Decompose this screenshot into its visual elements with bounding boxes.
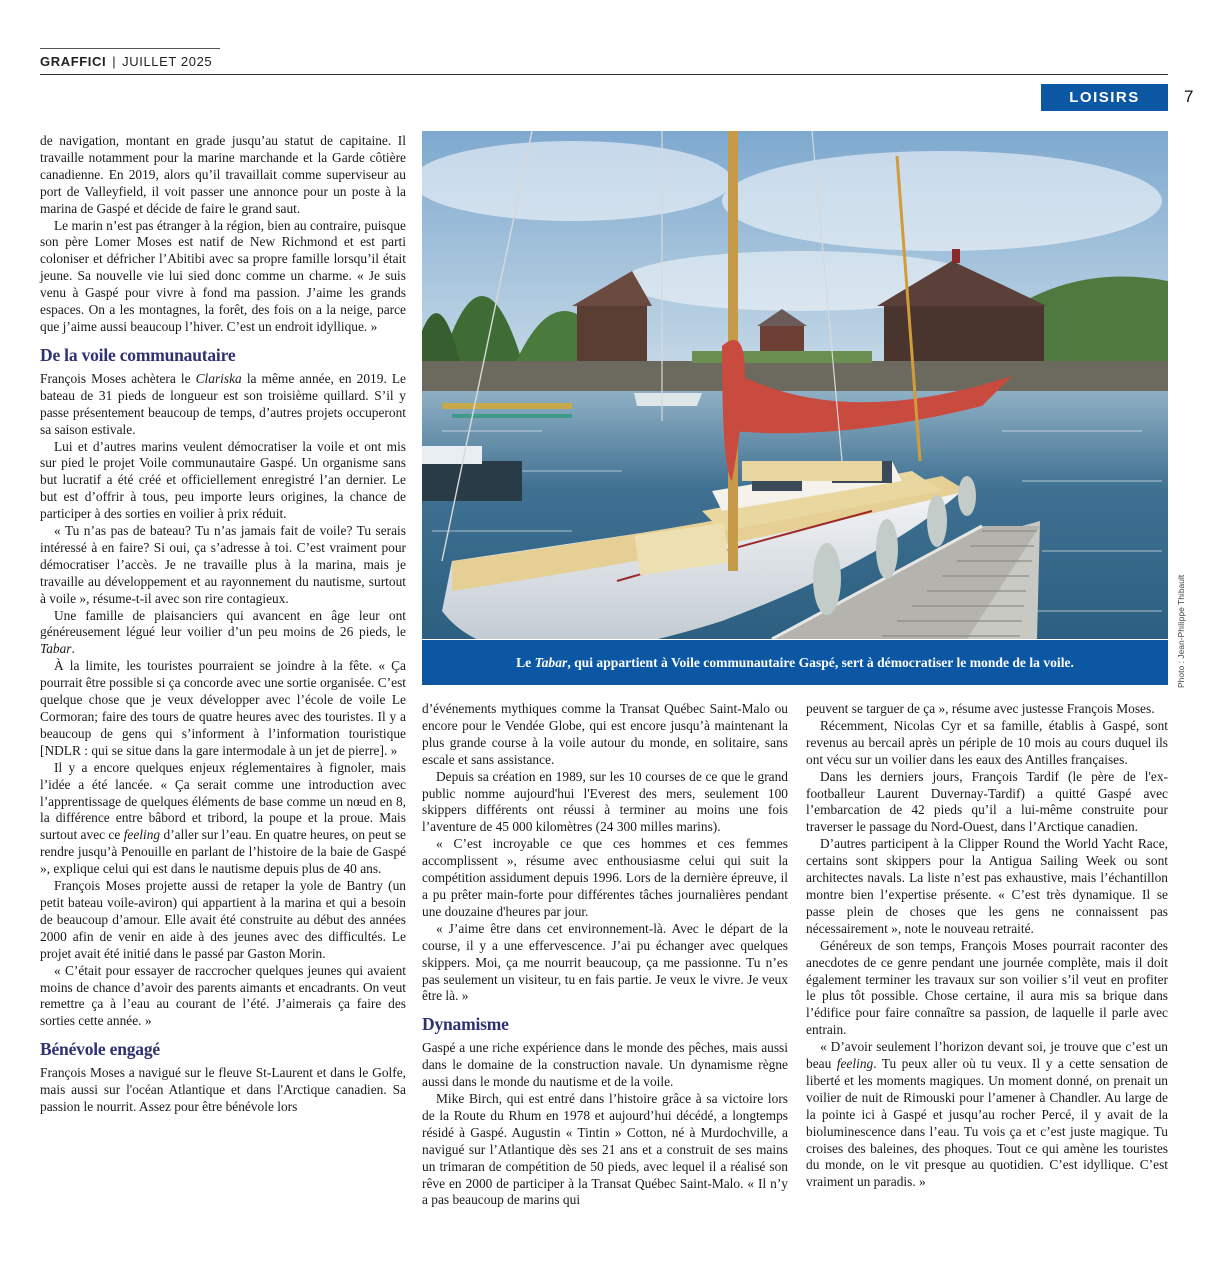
masthead-top-rule xyxy=(40,48,220,49)
paragraph xyxy=(40,371,406,439)
paragraph: Lui et d’autres marins veulent démocratiser la voile et ont mis sur pied le projet Voile communautaire Gaspé. Un organisme sans but lucratif a été créé et officiellement enregistré l’an dernier. Le but est d’offrir à tous, peu importe leurs origines, la chance de participer à des sorties en voilier à prix réduit. xyxy=(40,438,406,522)
paragraph: de navigation, montant en grade jusqu’au statut de capitaine. Il travaille notamment pour la marine marchande et la Garde côtière canadienne. En 2019, alors qu’il travaillait comme superviseur au port de Valleyfield, il voit passer une annonce pour un poste à la marina de Gaspé et décide de faire le grand saut. xyxy=(40,133,406,216)
paragraph xyxy=(806,1039,1168,1191)
paragraph: « C’était pour essayer de raccrocher quelques jeunes qui avaient moins de chance d’avoir des parents aimants et encadrants. On veut remettre ça à l’eau au courant de l’été. J’aimerais ça faire des sorties cette année. » xyxy=(40,962,406,1029)
paragraph: Le marin n’est pas étranger à la région, bien au contraire, puisque son père Lomer Moses est natif de New Richmond et est parti coloniser et défricher l’Abitibi avec sa propre famille lorsqu’il était jeune. Sa nouvelle vie lui sied donc comme un charme. « Je suis venu à Gaspé pour vivre à fond ma passion. J’aime les grands espaces. On a les montagnes, la forêt, des fois on a la neige, parce que j’aime aussi beaucoup l’hiver. C’est un endroit idyllique. » xyxy=(40,217,406,334)
text-run: François Moses achètera le xyxy=(40,370,196,386)
masthead-separator: | xyxy=(112,54,117,69)
sailboat-photo-illustration xyxy=(422,131,1168,639)
subheading-dynamisme: Dynamisme xyxy=(422,1014,509,1035)
caption-text: , qui appartient à Voile communautaire Gaspé, sert à démocratiser le monde de la voile. xyxy=(567,654,1074,670)
paragraph: Mike Birch, qui est entré dans l’histoire grâce à sa victoire lors de la Route du Rhum en 1978 et aujourd’hui décédé, a longtemps résidé à Gaspé. Augustin « Tintin » Cotton, né à Murdochville, a navigué sur l’Atlantique dès ses 21 ans et a construit de ses mains un trimaran de compétition de 50 pieds, avec lequel il a réalisé son rêve en 2000 de participer à la Transat Québec Saint-Malo. « Il n’y a pas beaucoup de marins qui xyxy=(422,1091,788,1208)
section-label: LOISIRS xyxy=(1041,84,1168,111)
paragraph: peuvent se targuer de ça », résume avec justesse François Moses. xyxy=(806,701,1155,716)
paragraph: « C’est incroyable ce que ces hommes et ces femmes accomplissent », résume avec enthousiasme celui qui suit la compétition assidument depuis 1996. Lors de la dernière épreuve, il a pu prêter main-forte pour différentes tâches journalières pendant une douzaine d'heures par jour. xyxy=(422,836,788,919)
paragraph: D’autres participent à la Clipper Round the World Yacht Race, certains sont skippers pour la Antigua Sailing Week ou sont architectes navals. La liste n’est pas exhaustive, mais l’échantillon montre bien l’expertise présente. « C’est très dynamique. Il se passe plein de choses que les gens ne connaissent pas nécessairement », note le nouveau retraité. xyxy=(806,836,1168,936)
photo-caption xyxy=(422,640,1168,685)
italic-word: feeling xyxy=(836,1056,874,1072)
article-column-2 xyxy=(422,701,788,1209)
text-run: la même année, en 2019. Le bateau de 31 pieds de longueur est son troisième quillard. S’il y passe présentement beaucoup de temps, d’autres projets occuperont sa saison estivale. xyxy=(40,370,406,437)
article-photo xyxy=(422,131,1168,639)
boat-name-clariska: Clariska xyxy=(195,370,242,386)
subheading-benevole-engage: Bénévole engagé xyxy=(40,1039,160,1060)
issue-date: JUILLET 2025 xyxy=(122,54,213,69)
paragraph: Gaspé a une riche expérience dans le monde des pêches, mais aussi dans le domaine de la construction navale. Un dynamisme règne aussi dans le monde du nautisme et de la voile. xyxy=(422,1040,788,1090)
photo-credit: Photo : Jean-Philippe Thibault xyxy=(1176,574,1186,688)
page-number: 7 xyxy=(1184,87,1194,106)
paragraph: Récemment, Nicolas Cyr et sa famille, établis à Gaspé, sont revenus au bercail après un périple de 10 mois au cours duquel ils ont vécu sur un voilier dans les eaux des Antilles françaises. xyxy=(806,717,1168,767)
paragraph: Dans les derniers jours, François Tardif (le père de l'ex-footballeur Laurent Duvernay-Tardif) a quitté Gaspé avec l’embarcation de 42 pieds qu’il a lui-même construite pour traverser le passage du Nord-Ouest, dans l’Arctique canadien. xyxy=(806,768,1168,835)
article-column-1 xyxy=(40,133,406,1116)
italic-word: feeling xyxy=(123,827,161,843)
article-column-3 xyxy=(806,701,1168,1191)
text-run: . Tu peux aller où tu veux. Il y a cette sensation de liberté et les moments magiques. Un moment donné, on prenait un voilier de nuit de Rimouski pour l’amener à Chandler. Au large de la pointe ici à Gaspé et jusqu’au rocher Percé, il y avait de la bioluminescence dans l’eau. Tu vois ça et c’est juste magique. Tu croises des baleines, des phoques. Tout ce qui amène les touristes du monde, on le vit presque au quotidien. C’est idyllique. C’est vraiment un paradis. » xyxy=(806,1056,1168,1190)
paragraph: « J’aime être dans cet environnement-là. Avec le départ de la course, il y a une effervescence. J’ai pu échanger avec quelques skippers. Moi, ça me nourrit beaucoup, ça me passionne. Tu n’es pas seulement un visiteur, tu en fais partie. Je veux le vivre. Je veux être là. » xyxy=(422,920,788,1004)
paragraph xyxy=(40,760,406,878)
caption-boat-name: Tabar xyxy=(534,654,568,670)
header-rule xyxy=(40,74,1168,75)
paragraph: François Moses a navigué sur le fleuve St-Laurent et dans le Golfe, mais aussi sur l'océan Atlantique et dans l'Arctique canadien. Sa passion le nourrit. Assez pour être bénévole lors xyxy=(40,1065,406,1115)
paragraph: À la limite, les touristes pourraient se joindre à la fête. « Ça pourrait être possible si ça concorde avec une sortie organisée. C’est quelque chose que je veux développer avec l’école de voile Le Cormoran; faire des tours de quatre heures avec des touristes. Il y a beaucoup de gens qui s’informent à l’information touristique [NDLR : qui se situe dans la gare intermodale à un jet de pierre]. » xyxy=(40,658,406,758)
paragraph: d’événements mythiques comme la Transat Québec Saint-Malo ou encore pour le Vendée Globe, qui est encore jusqu’à maintenant la plus grande course à la voile autour du monde, en solitaire, sans escale et sans assistance. xyxy=(422,701,788,767)
paragraph: Généreux de son temps, François Moses pourrait raconter des anecdotes de ce genre pendant une journée complète, mais il doit également terminer les travaux sur son voilier s’il veut en profiter le plus tôt possible. Chose certaine, il aura mis sa brique dans l’édifice pour faire connaître sa passion, de laquelle il parle avec entrain. xyxy=(806,937,1168,1038)
boat-name-tabar: Tabar xyxy=(40,641,72,657)
text-run: Il y a encore quelques enjeux réglementaires à fignoler, mais l’idée a été lancée. « Ça serait comme une introduction avec l’apprentissage de quelques éléments de base comme un nœud en 8, la différence entre bâbord et tribord, la poupe et la proue. Mais surtout avec ce xyxy=(40,759,406,843)
subheading-voile-communautaire: De la voile communautaire xyxy=(40,344,236,365)
paragraph: Depuis sa création en 1989, sur les 10 courses de ce que le grand public nomme aujourd'hui l'Everest des mers, seulement 100 skippers différents ont réussi à terminer au moins une fois l’aventure de 45 000 kilomètres (24 300 milles marins). xyxy=(422,768,788,835)
caption-text: Le xyxy=(516,654,532,670)
text-run: « D’avoir seulement l’horizon devant soi, je trouve que c’est un beau xyxy=(806,1039,1168,1072)
paragraph: François Moses projette aussi de retaper la yole de Bantry (un petit bateau voile-aviron) qui appartient à la marina et qui a besoin de beaucoup d’amour. Elle avait été construite au début des années 2000 afin de venir en aide à des jeunes avec des difficultés. Le projet avait été initié dans le passé par Gaston Morin. xyxy=(40,878,406,961)
paragraph xyxy=(40,608,406,659)
paragraph: « Tu n’as pas de bateau? Tu n’as jamais fait de voile? Tu serais intéressé à en faire? Si oui, ça s’adresse à toi. C’est vraiment pour démocratiser l’accès. Je ne travaille plus à la marina, mais je travaille au développement et au rayonnement du nautisme, surtout à voile », résume-t-il avec son rire contagieux. xyxy=(40,523,406,606)
text-run: . xyxy=(71,641,75,657)
masthead xyxy=(40,54,212,69)
text-run: Une famille de plaisanciers qui avancent en âge leur ont généreusement légué leur voilier d’un peu moins de 26 pieds, le xyxy=(40,607,406,640)
text-run: d’aller sur l’eau. En quatre heures, on peut se rendre jusqu’à Penouille en parlant de l’histoire de la baie de Gaspé », explique celui qui est dans le nautisme depuis plus de 40 ans. xyxy=(40,827,406,877)
publication-name: GRAFFICI xyxy=(40,54,107,69)
